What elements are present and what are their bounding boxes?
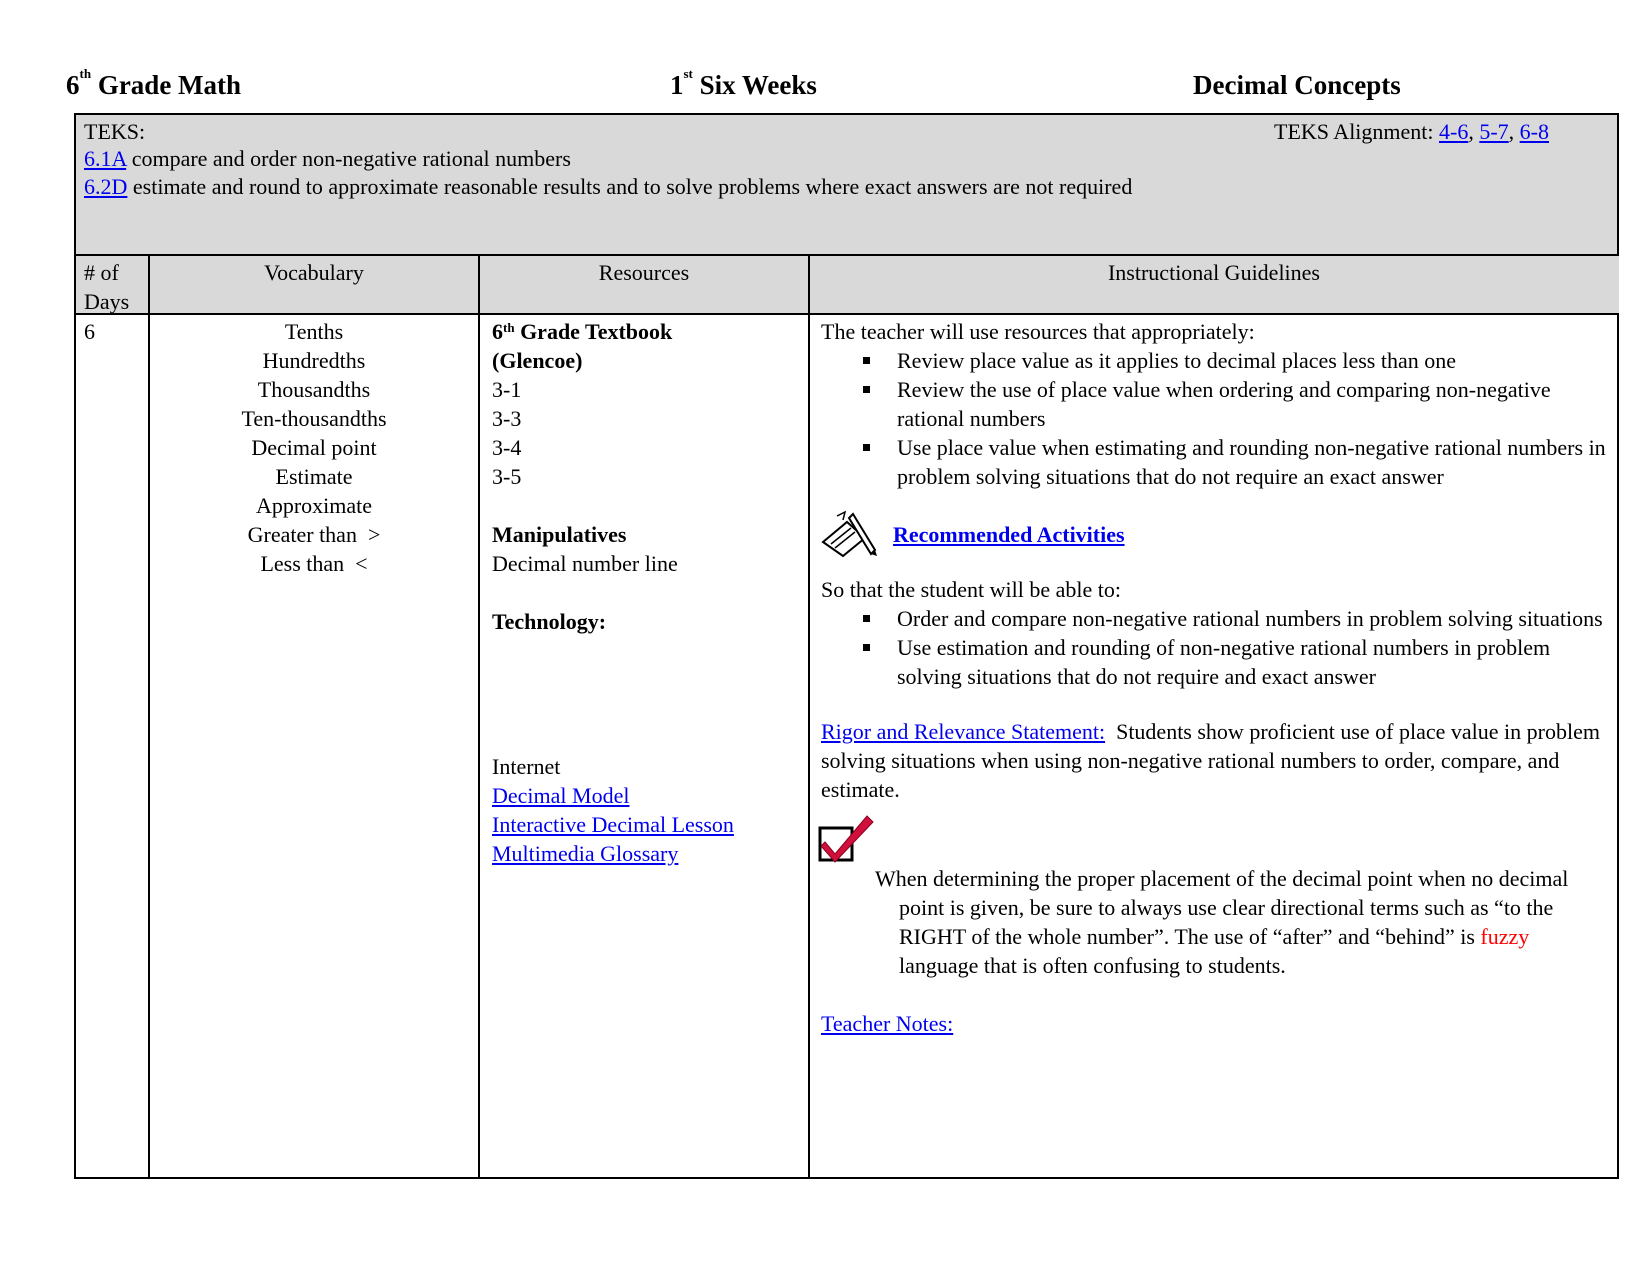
teks-label: TEKS: bbox=[84, 119, 146, 144]
manipulatives-label: Manipulatives bbox=[492, 522, 627, 547]
recommended-activities-row bbox=[821, 520, 1611, 549]
list-item: Order and compare non-negative rational numbers in problem solving situations bbox=[821, 604, 1611, 633]
red-checkmark-icon bbox=[817, 810, 877, 872]
teks-alignment-link[interactable]: 4-6 bbox=[1439, 119, 1469, 144]
textbook-lesson: 3-5 bbox=[492, 464, 522, 489]
resources-list bbox=[492, 317, 802, 868]
column-divider bbox=[478, 256, 480, 1177]
technology-label: Technology: bbox=[492, 609, 607, 634]
teacher-notes-link[interactable]: Teacher Notes: bbox=[821, 1011, 954, 1036]
vocabulary-term: Tenths bbox=[284, 319, 344, 344]
checkmark-row bbox=[821, 804, 1611, 864]
teacher-tip: When determining the proper placement of the decimal point when no decimal point is given, be sure to always use clear directional terms such as “to the RIGHT of the whole number”. The use of “after” and “behind” is fuzzy language that is often confusing to students. bbox=[875, 866, 1569, 978]
list-item: Review the use of place value when ordering and comparing non-negative rational numbers bbox=[821, 375, 1611, 433]
vocabulary-term: Hundredths bbox=[262, 348, 366, 373]
column-header-vocabulary: Vocabulary bbox=[149, 256, 479, 315]
teacher-bullet-list bbox=[821, 346, 1611, 491]
page-title-period: 1st Six Weeks bbox=[670, 66, 817, 100]
vocabulary-term: Ten-thousandths bbox=[241, 406, 387, 431]
textbook-publisher: (Glencoe) bbox=[492, 348, 583, 373]
days-value: 6 bbox=[84, 319, 95, 344]
activity-pencil-ruler-icon bbox=[817, 508, 881, 564]
teks-code-link[interactable]: 6.1A bbox=[84, 146, 127, 171]
guidelines-content bbox=[821, 317, 1611, 1038]
vocabulary-term: Less than < bbox=[260, 551, 368, 576]
page-title-grade: 6th Grade Math bbox=[66, 66, 242, 100]
rigor-relevance-statement: Rigor and Relevance Statement: Students show proficient use of place value in problem solving situations when using non-negative rational numbers to order, compare, and estimate. bbox=[821, 719, 1606, 802]
list-item: Use place value when estimating and rounding non-negative rational numbers in problem solving situations that do not require an exact answer bbox=[821, 433, 1611, 491]
teks-section bbox=[76, 115, 1617, 256]
vocabulary-list bbox=[150, 317, 478, 578]
rigor-relevance-link[interactable]: Rigor and Relevance Statement: bbox=[821, 719, 1106, 744]
teks-alignment: TEKS Alignment: 4-6, 5-7, 6-8 bbox=[1274, 119, 1549, 144]
textbook-lesson: 3-3 bbox=[492, 406, 522, 431]
multimedia-glossary-link[interactable]: Multimedia Glossary bbox=[492, 841, 679, 866]
teks-standard: 6.1A compare and order non-negative rational numbers bbox=[84, 146, 571, 171]
vocabulary-term: Estimate bbox=[275, 464, 353, 489]
vocabulary-term: Greater than > bbox=[247, 522, 381, 547]
vocabulary-term: Decimal point bbox=[251, 435, 377, 460]
column-divider bbox=[808, 256, 810, 1177]
teks-standard: 6.2D estimate and round to approximate reasonable results and to solve problems where exact answers are not required bbox=[84, 174, 1133, 199]
textbook-lesson: 3-1 bbox=[492, 377, 522, 402]
column-header-days: # of Days bbox=[76, 256, 149, 315]
teks-alignment-link[interactable]: 5-7 bbox=[1479, 119, 1509, 144]
column-header-resources: Resources bbox=[479, 256, 809, 315]
vocabulary-term: Thousandths bbox=[257, 377, 371, 402]
column-header-guidelines: Instructional Guidelines bbox=[809, 256, 1619, 315]
list-item: Review place value as it applies to decimal places less than one bbox=[821, 346, 1611, 375]
page-title-unit: Decimal Concepts bbox=[1193, 70, 1401, 100]
teks-alignment-link[interactable]: 6-8 bbox=[1519, 119, 1549, 144]
teacher-intro: The teacher will use resources that appropriately: bbox=[821, 319, 1255, 344]
teks-code-link[interactable]: 6.2D bbox=[84, 174, 128, 199]
student-intro: So that the student will be able to: bbox=[821, 577, 1122, 602]
recommended-activities-link[interactable]: Recommended Activities bbox=[893, 522, 1125, 547]
lesson-table bbox=[74, 113, 1619, 1179]
vocabulary-term: Approximate bbox=[255, 493, 373, 518]
decimal-model-link[interactable]: Decimal Model bbox=[492, 783, 630, 808]
manipulatives-item: Decimal number line bbox=[492, 551, 678, 576]
interactive-decimal-lesson-link[interactable]: Interactive Decimal Lesson bbox=[492, 812, 734, 837]
internet-label: Internet bbox=[492, 754, 561, 779]
fuzzy-word: fuzzy bbox=[1480, 924, 1530, 949]
student-bullet-list bbox=[821, 604, 1611, 691]
textbook-lesson: 3-4 bbox=[492, 435, 522, 460]
list-item: Use estimation and rounding of non-negative rational numbers in problem solving situations that do not require and exact answer bbox=[821, 633, 1611, 691]
textbook-title: 6th Grade Textbook bbox=[492, 319, 673, 344]
